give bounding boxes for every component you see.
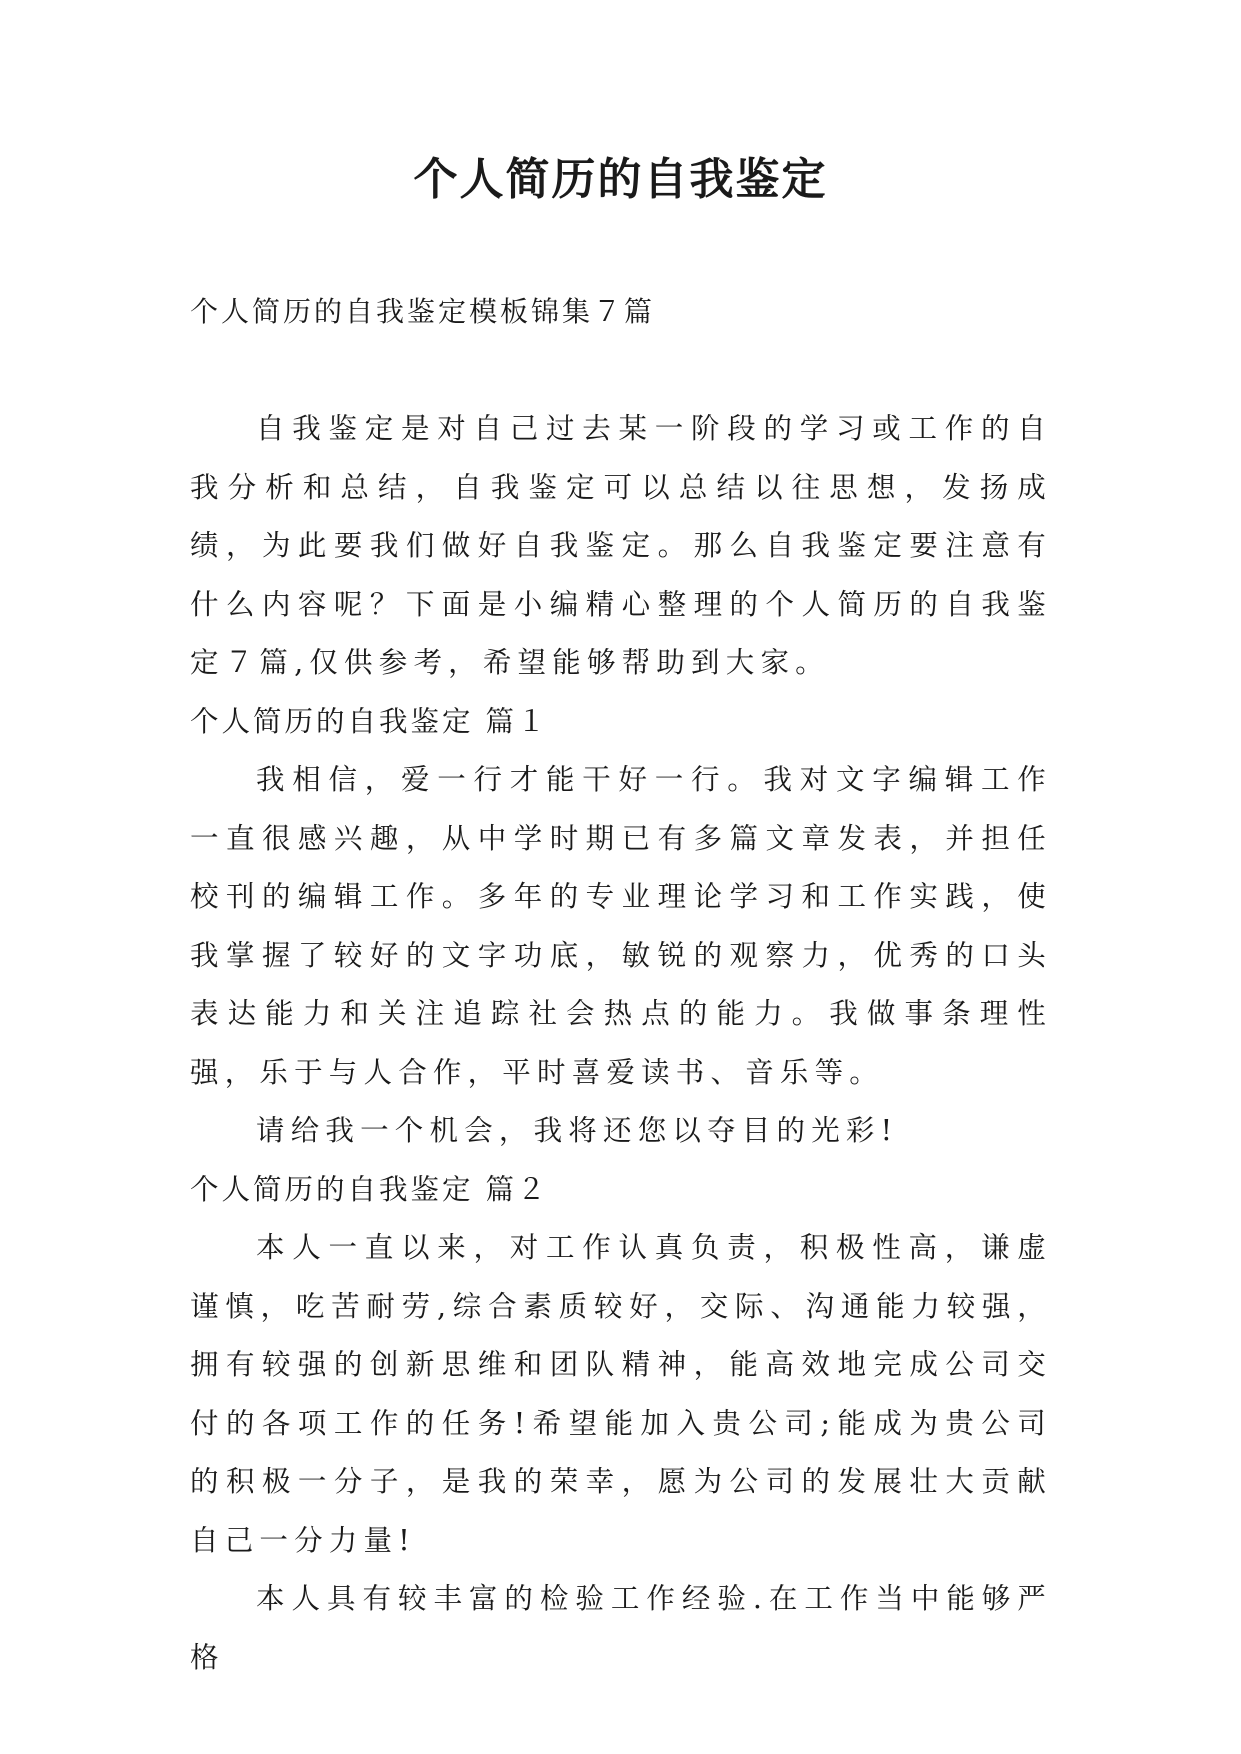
- section-paragraph: 请给我一个机会，我将还您以夺目的光彩!: [256, 1114, 899, 1147]
- section-heading: 个人简历的自我鉴定 篇１: [190, 704, 549, 738]
- document-subtitle: 个人简历的自我鉴定模板锦集７篇: [190, 295, 656, 328]
- section-heading: 个人简历的自我鉴定 篇２: [190, 1172, 549, 1206]
- document-body: [190, 400, 1052, 1687]
- intro-paragraph: 自我鉴定是对自己过去某一阶段的学习或工作的自我分析和总结，自我鉴定可以总结以往思想，发扬成绩，为此要我们做好自我鉴定。那么自我鉴定要注意有什么内容呢？下面是小编精心整理的个人简历的自我鉴定７篇,仅供参考，希望能够帮助到大家。: [190, 412, 1052, 679]
- section-paragraph: 本人一直以来，对工作认真负责，积极性高，谦虚谨慎，吃苦耐劳,综合素质较好，交际、沟通能力较强，拥有较强的创新思维和团队精神，能高效地完成公司交付的各项工作的任务!希望能加入贵公司;能成为贵公司的积极一分子，是我的荣幸，愿为公司的发展壮大贡献自己一分力量!: [190, 1231, 1052, 1557]
- section-paragraph: 我相信，爱一行才能干好一行。我对文字编辑工作一直很感兴趣，从中学时期已有多篇文章发表，并担任校刊的编辑工作。多年的专业理论学习和工作实践，使我掌握了较好的文字功底，敏锐的观察力，优秀的口头表达能力和关注追踪社会热点的能力。我做事条理性强，乐于与人合作，平时喜爱读书、音乐等。: [190, 763, 1052, 1089]
- document-title: 个人简历的自我鉴定: [413, 154, 828, 205]
- section-paragraph: 本人具有较丰富的检验工作经验.在工作当中能够严格: [190, 1582, 1052, 1674]
